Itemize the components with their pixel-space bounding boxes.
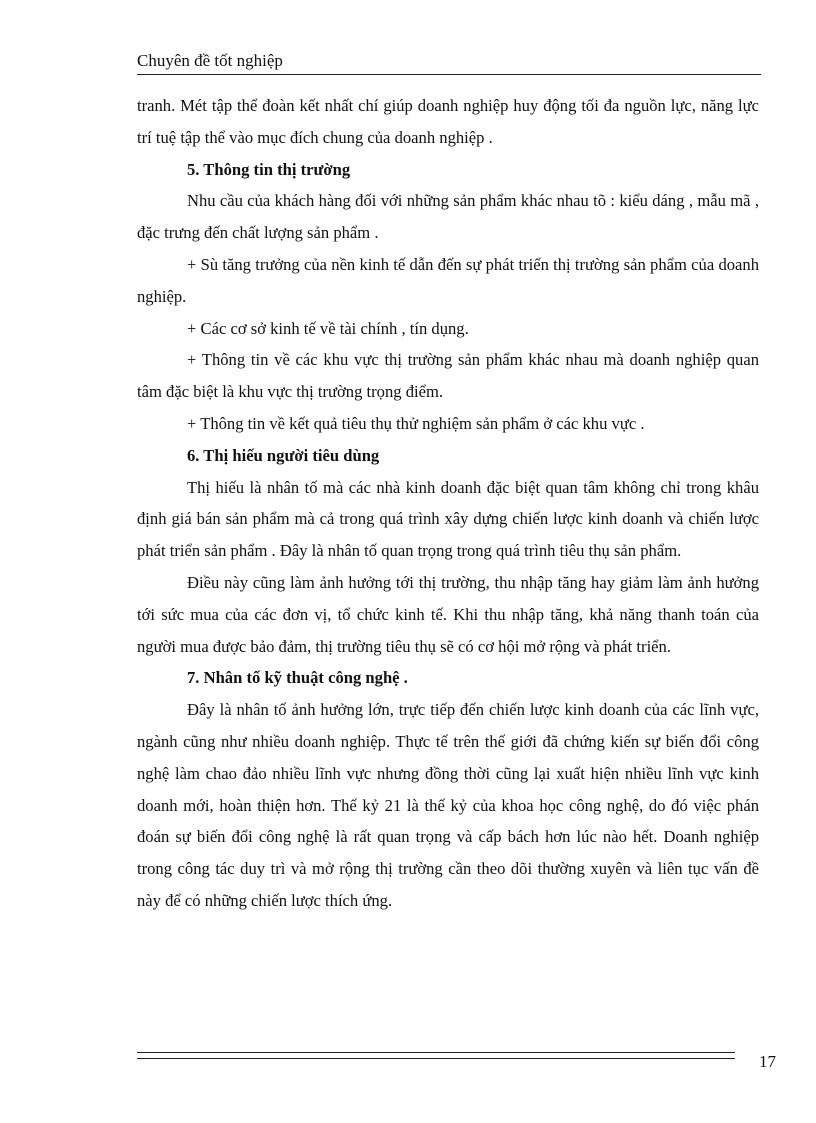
section-heading-7: 7. Nhân tố kỹ thuật công nghệ .	[187, 668, 408, 688]
section-heading-6: 6. Thị hiếu người tiêu dùng	[187, 445, 380, 465]
paragraph-7-1: Đây là nhân tố ảnh hưởng lớn, trực tiếp đến chiến lược kinh doanh của các lĩnh vực, ngành cũng như nhiều doanh nghiệp. Thực tế trên thế giới đã chứng kiến sự biến đổi công nghệ làm chao đảo nhiều lĩnh vực nhưng đồng thời cũng lại xuất hiện nhiều lĩnh vực kinh doanh mới, hoàn thiện hơn. Thế kỷ 21 là thế kỷ của khoa học công nghệ, do đó việc phán đoán sự biến đổi công nghệ là rất quan trọng và cấp bách hơn lúc nào hết. Doanh nghiệp trong công tác duy trì và mở rộng thị trường cần theo dõi thường xuyên và liên tục vấn đề này để có những chiến lược thích ứng.	[137, 700, 759, 910]
paragraph-intro: tranh. Mét tập thể đoàn kết nhất chí giúp doanh nghiệp huy động tối đa nguồn lực, năng lực trí tuệ tập thể vào mục đích chung của doanh nghiệp .	[137, 96, 759, 147]
header-title: Chuyên đề tốt nghiệp	[137, 51, 283, 70]
paragraph-5-3: + Các cơ sở kinh tế về tài chính , tín dụng.	[187, 318, 469, 338]
page-header	[137, 48, 761, 75]
paragraph-6-1: Thị hiếu là nhân tố mà các nhà kinh doanh đặc biệt quan tâm không chỉ trong khâu định giá bán sản phẩm mà cả trong quá trình xây dựng chiến lược kinh doanh và chiến lược phát triển sản phẩm . Đây là nhân tố quan trọng trong quá trình tiêu thụ sản phẩm.	[137, 477, 759, 561]
section-heading-5: 5. Thông tin thị trường	[187, 159, 351, 179]
paragraph-5-5: + Thông tin về kết quả tiêu thụ thử nghiệm sản phẩm ở các khu vực .	[187, 413, 645, 433]
document-body	[137, 90, 759, 917]
paragraph-5-2: + Sù tăng trưởng của nền kinh tế dẫn đến sự phát triển thị trường sản phẩm của doanh nghiệp.	[137, 254, 759, 306]
paragraph-6-2: Điều này cũng làm ảnh hưởng tới thị trường, thu nhập tăng hay giảm làm ảnh hưởng tới sức mua của các đơn vị, tổ chức kinh tế. Khi thu nhập tăng, khả năng thanh toán của người mua được bảo đảm, thị trường tiêu thụ sẽ có cơ hội mở rộng và phát triển.	[137, 572, 759, 656]
footer-divider	[137, 1052, 735, 1059]
page-number: 17	[759, 1052, 776, 1071]
paragraph-5-1: Nhu cầu của khách hàng đối với những sản phẩm khác nhau tõ : kiểu dáng , mẫu mã , đặc trưng đến chất lượng sản phẩm .	[137, 191, 759, 243]
paragraph-5-4: + Thông tin về các khu vực thị trường sản phẩm khác nhau mà doanh nghiệp quan tâm đặc biệt là khu vực thị trường trọng điểm.	[137, 350, 759, 402]
